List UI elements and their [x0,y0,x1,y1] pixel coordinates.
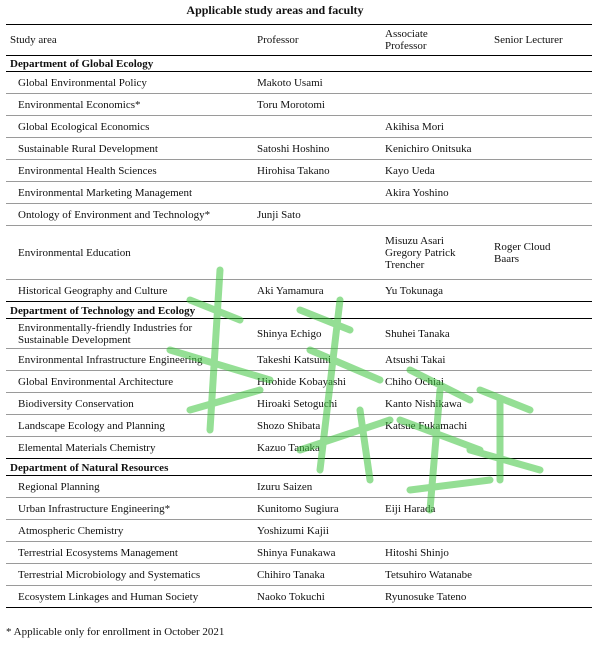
department-name: Department of Natural Resources [6,459,592,476]
associate-professor-cell: Shuhei Tanaka [381,319,490,349]
department-row [6,302,592,319]
associate-professor-cell [381,476,490,498]
professor-cell: Naoko Tokuchi [253,586,381,608]
header-senior-lecturer: Senior Lecturer [490,25,592,56]
professor-cell [253,116,381,138]
footnote: * Applicable only for enrollment in October 2021 [6,626,225,638]
header-study-area: Study area [6,25,253,56]
professor-cell: Shinya Funakawa [253,542,381,564]
senior-lecturer-cell [490,498,592,520]
professor-cell: Junji Sato [253,204,381,226]
senior-lecturer-cell [490,182,592,204]
associate-professor-cell [381,437,490,459]
table-row [6,476,592,498]
senior-lecturer-cell [490,116,592,138]
table-row [6,226,592,280]
professor-cell: Yoshizumi Kajii [253,520,381,542]
study-area-cell: Ontology of Environment and Technology* [6,204,253,226]
associate-professor-cell-line: Trencher [385,258,425,271]
study-area-cell: Environmental Education [6,226,253,280]
table-row [6,437,592,459]
associate-professor-cell: Hitoshi Shinjo [381,542,490,564]
department-row [6,56,592,72]
header-associate-professor [381,25,490,56]
senior-lecturer-cell [490,476,592,498]
table-row [6,349,592,371]
study-area-cell: Atmospheric Chemistry [6,520,253,542]
table-row [6,72,592,94]
senior-lecturer-cell [490,520,592,542]
table-row [6,319,592,349]
professor-cell: Hirohisa Takano [253,160,381,182]
professor-cell: Aki Yamamura [253,280,381,302]
senior-lecturer-cell-line: Baars [494,252,520,265]
study-area-cell: Environmental Economics* [6,94,253,116]
professor-cell: Shinya Echigo [253,319,381,349]
associate-professor-cell: Akira Yoshino [381,182,490,204]
table-header-row [6,25,592,56]
study-area-cell: Regional Planning [6,476,253,498]
table-row [6,586,592,608]
study-area-cell: Urban Infrastructure Engineering* [6,498,253,520]
study-area-cell: Terrestrial Ecosystems Management [6,542,253,564]
study-area-cell [6,319,253,349]
senior-lecturer-cell [490,94,592,116]
table-row [6,280,592,302]
senior-lecturer-cell [490,371,592,393]
professor-cell: Kazuo Tanaka [253,437,381,459]
associate-professor-cell: Atsushi Takai [381,349,490,371]
senior-lecturer-cell [490,437,592,459]
study-area-cell: Landscape Ecology and Planning [6,415,253,437]
professor-cell: Kunitomo Sugiura [253,498,381,520]
associate-professor-cell: Kenichiro Onitsuka [381,138,490,160]
table-row [6,204,592,226]
faculty-table [6,24,592,608]
professor-cell: Shozo Shibata [253,415,381,437]
header-professor: Professor [253,25,381,56]
senior-lecturer-cell [490,160,592,182]
table-row [6,415,592,437]
study-area-cell: Global Environmental Architecture [6,371,253,393]
table-body [6,25,592,608]
study-area-cell-line: Sustainable Development [18,333,131,346]
study-area-cell: Terrestrial Microbiology and Systematics [6,564,253,586]
department-name: Department of Global Ecology [6,56,592,72]
table-row [6,393,592,415]
study-area-cell: Environmental Health Sciences [6,160,253,182]
professor-cell: Satoshi Hoshino [253,138,381,160]
professor-cell: Hirohide Kobayashi [253,371,381,393]
study-area-cell: Elemental Materials Chemistry [6,437,253,459]
associate-professor-cell: Eiji Harada [381,498,490,520]
associate-professor-cell: Chiho Ochiai [381,371,490,393]
senior-lecturer-cell-line: Roger Cloud [494,240,551,253]
header-associate-label: Associate Professor [385,28,428,52]
study-area-cell: Environmental Infrastructure Engineering [6,349,253,371]
study-area-cell: Environmental Marketing Management [6,182,253,204]
table-row [6,542,592,564]
table-row [6,138,592,160]
department-name: Department of Technology and Ecology [6,302,592,319]
associate-professor-cell-line: Misuzu Asari [385,234,444,247]
table-row [6,182,592,204]
associate-professor-cell: Akihisa Mori [381,116,490,138]
associate-professor-cell [381,72,490,94]
senior-lecturer-cell [490,349,592,371]
senior-lecturer-cell [490,72,592,94]
associate-professor-cell [381,204,490,226]
senior-lecturer-cell [490,415,592,437]
study-area-cell: Global Ecological Economics [6,116,253,138]
senior-lecturer-cell [490,542,592,564]
table-row [6,116,592,138]
table-row [6,498,592,520]
senior-lecturer-cell [490,280,592,302]
associate-professor-cell: Yu Tokunaga [381,280,490,302]
table-row [6,94,592,116]
professor-cell: Toru Morotomi [253,94,381,116]
senior-lecturer-cell [490,586,592,608]
table-row [6,160,592,182]
study-area-cell: Ecosystem Linkages and Human Society [6,586,253,608]
professor-cell: Takeshi Katsumi [253,349,381,371]
senior-lecturer-cell [490,393,592,415]
professor-cell: Izuru Saizen [253,476,381,498]
associate-professor-cell: Tetsuhiro Watanabe [381,564,490,586]
senior-lecturer-cell [490,226,592,280]
associate-professor-cell: Katsue Fukamachi [381,415,490,437]
department-row [6,459,592,476]
associate-professor-cell [381,520,490,542]
associate-professor-cell: Ryunosuke Tateno [381,586,490,608]
study-area-cell: Sustainable Rural Development [6,138,253,160]
study-area-cell: Global Environmental Policy [6,72,253,94]
table-title: Applicable study areas and faculty [186,3,364,17]
professor-cell [253,182,381,204]
study-area-cell-line: Environmentally-friendly Industries for [18,321,193,334]
study-area-cell: Historical Geography and Culture [6,280,253,302]
senior-lecturer-cell [490,564,592,586]
professor-cell: Makoto Usami [253,72,381,94]
associate-professor-cell [381,226,490,280]
table-row [6,564,592,586]
senior-lecturer-cell [490,204,592,226]
associate-professor-cell [381,94,490,116]
professor-cell: Hiroaki Setoguchi [253,393,381,415]
associate-professor-cell-line: Gregory Patrick [385,246,456,259]
professor-cell [253,226,381,280]
associate-professor-cell: Kanto Nishikawa [381,393,490,415]
study-area-cell: Biodiversity Conservation [6,393,253,415]
table-row [6,371,592,393]
associate-professor-cell: Kayo Ueda [381,160,490,182]
table-row [6,520,592,542]
senior-lecturer-cell [490,138,592,160]
professor-cell: Chihiro Tanaka [253,564,381,586]
senior-lecturer-cell [490,319,592,349]
